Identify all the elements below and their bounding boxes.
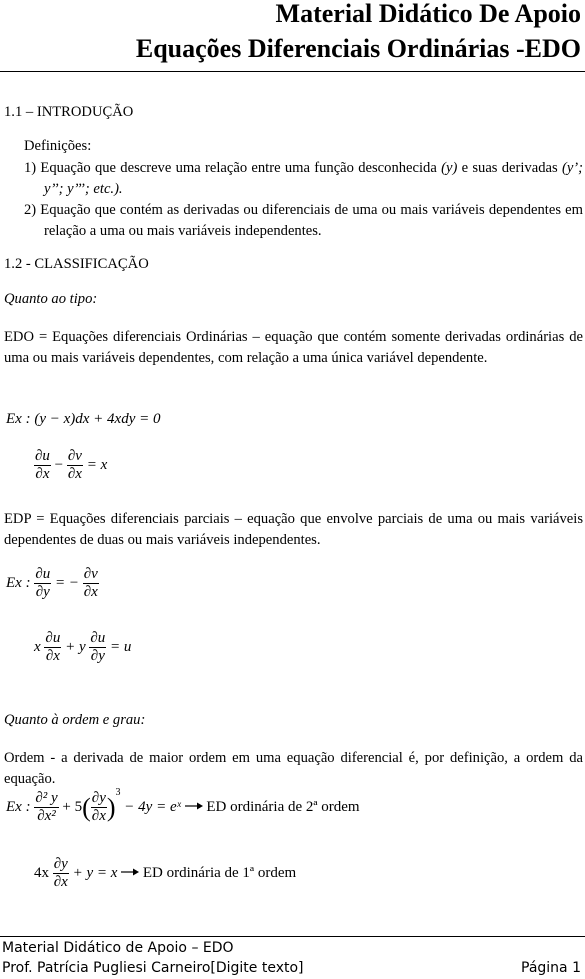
footer-author: Prof. Patrícia Pugliesi Carneiro[Digite texto]	[2, 960, 304, 976]
def1-var: (y)	[441, 160, 458, 176]
equation-1a: (y − x)dx + 4xdy = 0	[34, 411, 161, 427]
doc-title-line2: Equações Diferenciais Ordinárias -EDO	[135, 34, 581, 63]
ex-label: Ex :	[6, 411, 31, 427]
doc-title-line1: Material Didático De Apoio	[275, 0, 581, 28]
intro-heading: 1.1 – INTRODUÇÃO	[4, 104, 134, 120]
fraction: $\frac{\partial u}{\partial x}$	[45, 630, 61, 665]
fraction: $\frac{\partial y}{\partial x}$	[53, 856, 68, 891]
arrow-right-icon	[185, 801, 203, 811]
example-3: Ex : $\frac{\text{∂² y}}{\text{∂x²}}$ + 5( $\frac{\partial y}{\partial x}$ )$^3$ − 4y = eˣ ED ordinária de 2ª ordem	[6, 787, 360, 825]
order-label: Quanto à ordem e grau:	[4, 712, 146, 728]
fraction: $\frac{\text{∂² y}}{\text{∂x²}}$	[35, 790, 58, 825]
fraction: $\frac{\partial y}{\partial x}$	[91, 790, 106, 825]
example-2b: x $\frac{\partial u}{\partial x}$ + y $\frac{\partial u}{\partial y}$ = u	[34, 630, 132, 665]
fraction: $\frac{\partial v}{\partial x}$	[83, 566, 98, 601]
edo-definition: EDO = Equações diferenciais Ordinárias – equação que contém somente derivadas ordinárias de uma ou mais variáveis dependentes, com relação a uma única variável dependente.	[4, 329, 583, 366]
header-rule	[0, 71, 585, 72]
definition-2: 2) Equação que contém as derivadas ou diferenciais de uma ou mais variáveis dependentes em relação a uma ou mais variáveis independentes.	[24, 202, 583, 239]
type-label: Quanto ao tipo:	[4, 291, 98, 307]
fraction: $\frac{\partial v}{\partial x}$	[67, 448, 82, 483]
footer-rule	[0, 936, 585, 937]
order-definition: Ordem - a derivada de maior ordem em uma equação diferencial é, por definição, a ordem da equação.	[4, 750, 583, 787]
def1-text2: e suas derivadas	[457, 160, 562, 176]
fraction: $\frac{\partial u}{\partial x}$	[35, 448, 50, 483]
example-2a: Ex : $\frac{\partial u}{\partial y}$ = − $\frac{\partial v}{\partial x}$	[6, 566, 98, 601]
definition-1	[24, 158, 583, 200]
edp-definition: EDP = Equações diferenciais parciais – equação que envolve parciais de uma ou mais variáveis dependentes de duas ou mais variáveis independentes.	[4, 511, 583, 548]
definitions-label: Definições:	[24, 138, 92, 154]
fraction: $\frac{\partial u}{\partial y}$	[35, 566, 51, 601]
classification-heading: 1.2 - CLASSIFICAÇÃO	[4, 256, 149, 272]
paren-close: )	[106, 792, 116, 822]
example-4: 4x $\frac{\partial y}{\partial x}$ + y = x ED ordinária de 1ª ordem	[34, 856, 297, 891]
paren-open: (	[82, 792, 91, 822]
footer-page-number: Página 1	[521, 960, 581, 976]
arrow-right-icon	[121, 867, 139, 877]
footer-line1: Material Didático de Apoio – EDO	[2, 940, 234, 956]
example-1a	[6, 411, 160, 428]
fraction: $\frac{\partial u}{\partial y}$	[90, 630, 106, 665]
def1-vars: (y’; y’’; y’’’; etc.).	[44, 160, 584, 197]
example-1b: $\frac{\partial u}{\partial x}$ − $\frac{\partial v}{\partial x}$ = x	[35, 448, 108, 483]
def1-text: 1) Equação que descreve uma relação entre uma função desconhecida	[24, 160, 442, 176]
